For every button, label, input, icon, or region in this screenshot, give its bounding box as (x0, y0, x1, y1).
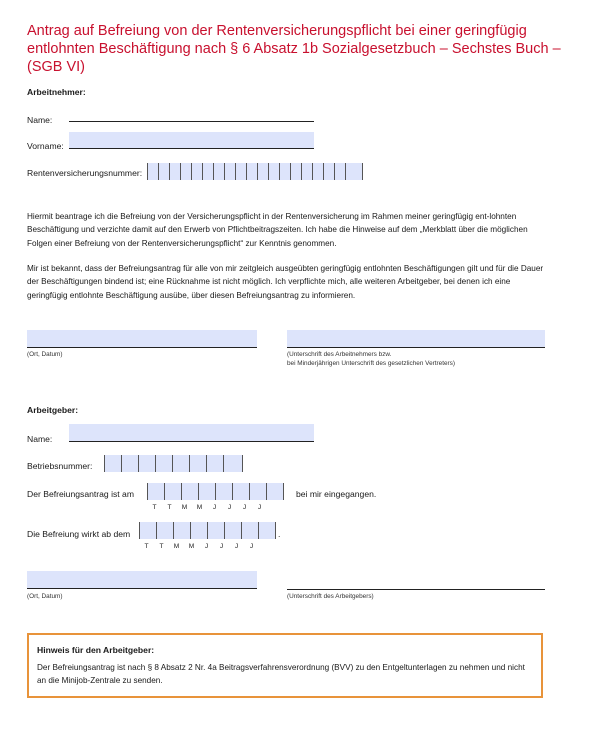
employer-place-date-field[interactable] (27, 571, 257, 589)
form-title: Antrag auf Befreiung von der Rentenversicherungspflicht bei einer geringfügig entlohnten Beschäftigung nach § 6 Absatz 1b Sozialgesetzbuch – Sechstes Buch – (SGB VI) (27, 23, 561, 75)
date-format-letter: M (196, 504, 203, 511)
employer-notice-box (27, 633, 543, 698)
date-format-letter: M (188, 543, 195, 550)
date-format-letter: M (181, 504, 188, 511)
employer-place-date-caption: (Ort, Datum) (27, 593, 63, 600)
effective-label: Die Befreiung wirkt ab dem (27, 529, 131, 539)
employee-signature-caption-2: bei Minderjährigen Unterschrift des gesetzlichen Vertreters) (287, 360, 456, 367)
insurance-number-label: Rentenversicherungsnummer: (27, 168, 143, 178)
declaration-paragraph-1: Hiermit beantrage ich die Befreiung von der Versicherungspflicht in der Rentenversicherung im Rahmen meiner geringfügig ent-lohnten Beschäftigung und verzichte damit auf den Erwerb von Pflichtbeitragszeiten. Ich habe die Hinweise auf dem „Merkblatt über die möglichen Folgen einer Befreiung von der Rentenversicherungspflicht“ zur Kenntnis genommen. (27, 212, 528, 248)
date-format-letter: T (152, 504, 157, 511)
received-suffix: bei mir eingegangen. (296, 489, 377, 499)
employer-signature-caption: (Unterschrift des Arbeitgebers) (287, 593, 374, 600)
employer-heading: Arbeitgeber: (27, 405, 79, 415)
date-format-letter: J (219, 543, 224, 550)
effective-date-field[interactable] (139, 522, 276, 539)
employee-place-date-field[interactable] (27, 330, 257, 348)
employer-signature-field[interactable] (287, 588, 545, 590)
employee-name-label: Name: (27, 115, 53, 125)
employee-signature-caption-1: (Unterschrift des Arbeitnehmers bzw. (287, 351, 392, 358)
date-format-letter: J (227, 504, 232, 511)
employee-firstname-field[interactable] (69, 132, 314, 149)
received-label: Der Befreiungsantrag ist am (27, 489, 134, 499)
company-number-label: Betriebsnummer: (27, 461, 93, 471)
employee-name-field[interactable] (69, 120, 314, 122)
date-format-letter: T (144, 543, 149, 550)
employer-name-field[interactable] (69, 424, 314, 442)
employee-place-date-caption: (Ort, Datum) (27, 351, 63, 358)
notice-heading: Hinweis für den Arbeitgeber: (37, 645, 155, 655)
received-date-format (147, 504, 267, 511)
employee-signature-field[interactable] (287, 330, 545, 348)
effective-date-format (139, 543, 259, 550)
date-format-letter: J (234, 543, 239, 550)
effective-suffix: . (278, 529, 281, 539)
insurance-number-field[interactable] (147, 163, 363, 180)
employer-name-label: Name: (27, 434, 53, 444)
company-number-field[interactable] (104, 455, 243, 472)
date-format-letter: J (204, 543, 209, 550)
received-date-field[interactable] (147, 483, 284, 500)
declaration-paragraph-2: Mir ist bekannt, dass der Befreiungsantrag für alle von mir zeitgleich ausgeübten geringfügig entlohnten Beschäftigungen gilt und für die Dauer der Beschäftigungen bindend ist; eine Rücknahme ist nicht möglich. Ich verpflichte mich, alle weiteren Arbeitgeber, bei denen ich eine geringfügig entlohnte Beschäftigung ausübe, über diesen Befreiungsantrag zu informieren. (27, 264, 544, 300)
employee-firstname-label: Vorname: (27, 141, 64, 151)
date-format-letter: M (173, 543, 180, 550)
date-format-letter: T (167, 504, 172, 511)
date-format-letter: J (212, 504, 217, 511)
notice-text: Der Befreiungsantrag ist nach § 8 Absatz 2 Nr. 4a Beitragsverfahrensverordnung (BVV) zu den Entgeltunterlagen zu nehmen und nicht an die Minijob-Zentrale zu senden. (37, 663, 525, 686)
employee-heading: Arbeitnehmer: (27, 87, 86, 97)
date-format-letter: J (249, 543, 254, 550)
date-format-letter: J (242, 504, 247, 511)
date-format-letter: T (159, 543, 164, 550)
date-format-letter: J (257, 504, 262, 511)
